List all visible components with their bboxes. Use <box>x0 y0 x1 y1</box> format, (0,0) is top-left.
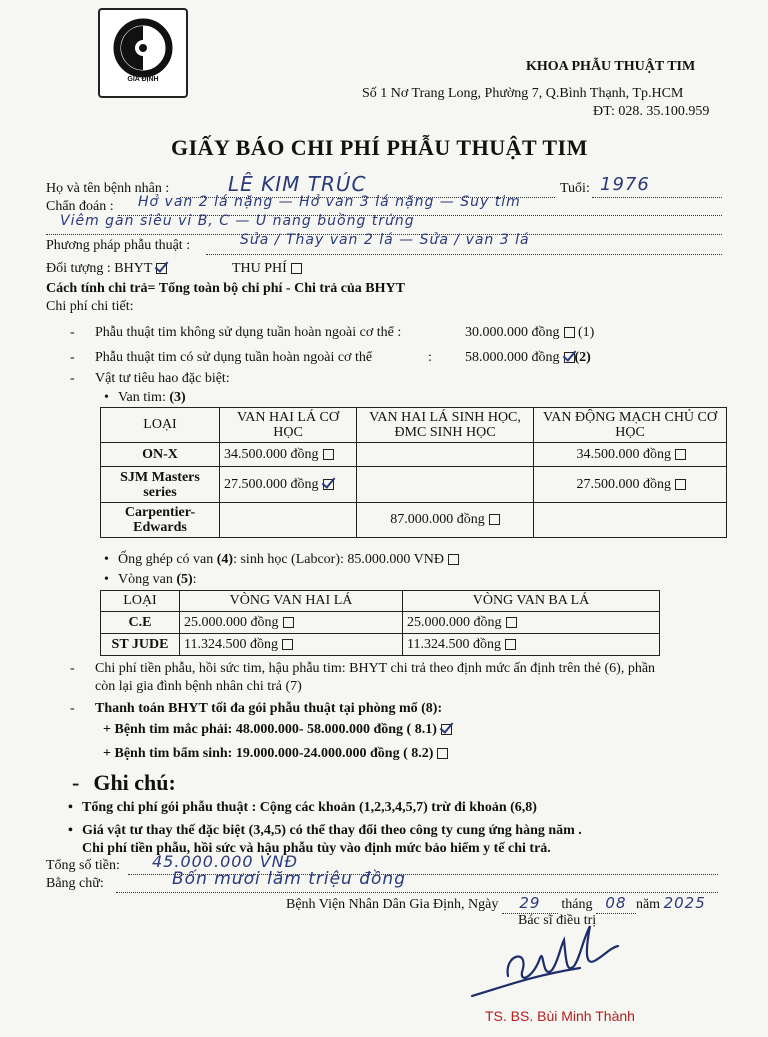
item1-label: Phẫu thuật tim không sử dụng tuần hoàn ngoài cơ thể : <box>95 325 402 340</box>
method-value: Sửa / Thay van 2 lá — Sửa / van 3 lá <box>240 232 530 248</box>
ring-cell <box>180 634 403 656</box>
ring-code: (5) <box>176 572 193 587</box>
item2-value: 58.000.000 đồng <box>465 350 560 365</box>
dash-5: - <box>70 701 75 716</box>
notes-heading: Ghi chú: <box>93 770 176 795</box>
item2-label: Phẫu thuật tim có sử dụng tuần hoàn ngoài cơ thể <box>95 350 373 365</box>
valve-checkbox[interactable] <box>489 514 500 525</box>
conduit-code: (4) <box>216 552 234 567</box>
total-label: Tổng số tiền: <box>46 858 120 873</box>
valve-code: (3) <box>169 390 186 405</box>
ring-price: 11.324.500 đồng <box>407 636 501 652</box>
dash-3: - <box>70 371 75 386</box>
conduit-line <box>118 552 459 568</box>
conduit-rest: : sinh học (Labcor): 85.000.000 VNĐ <box>233 552 444 567</box>
date-month: 08 <box>605 894 627 912</box>
thuphi-checkbox[interactable] <box>291 263 302 274</box>
note-1: • Tổng chi phí gói phẫu thuật : Cộng các khoản (1,2,3,4,5,7) trừ đi khoản (6,8) <box>82 800 537 816</box>
page-title: GIẤY BÁO CHI PHÍ PHẪU THUẬT TIM <box>171 135 588 160</box>
valve-checkbox[interactable] <box>675 479 686 490</box>
ring-row-type: ST JUDE <box>101 634 180 656</box>
thuphi-label: THU PHÍ <box>232 261 287 276</box>
date-year: 2025 <box>663 894 706 912</box>
bhyt-checkbox[interactable] <box>156 263 167 274</box>
detail-label: Chi phí chi tiết: <box>46 299 134 314</box>
item1-value-group <box>465 325 594 341</box>
hospital-logo <box>98 8 188 98</box>
object-bhyt <box>46 261 167 277</box>
words-label: Bằng chữ: <box>46 876 104 891</box>
valve-cell <box>357 443 534 467</box>
object-thuphi <box>232 261 302 277</box>
patient-name-value: LÊ KIM TRÚC <box>228 172 367 196</box>
department-name: KHOA PHẪU THUẬT TIM <box>526 59 696 74</box>
signature-icon <box>460 918 640 1008</box>
table-row <box>101 443 727 467</box>
object-label: Đối tượng : BHYT <box>46 261 153 276</box>
valve-header-mech-mitral: VAN HAI LÁ CƠ HỌC <box>220 408 357 443</box>
conduit-text: Ống ghép có van <box>118 552 217 567</box>
preop-line-2: còn lại gia đình bệnh nhân chi trả (7) <box>95 679 302 694</box>
words-value: Bốn mươi lăm triệu đồng <box>172 869 406 889</box>
valve-row-type: SJM Masters series <box>101 467 220 503</box>
ring-price: 25.000.000 đồng <box>407 614 502 630</box>
ring-checkbox[interactable] <box>506 617 517 628</box>
ring-colon: : <box>192 572 197 587</box>
item2-code: (2) <box>574 350 591 365</box>
bhyt-congenital-group <box>103 746 448 762</box>
valve-price: 34.500.000 đồng <box>576 446 671 462</box>
date-day-field <box>502 894 558 914</box>
valve-label-group <box>118 390 186 406</box>
age-value: 1976 <box>600 174 650 195</box>
notes-dash: - <box>72 770 80 795</box>
ring-header-type: LOẠI <box>101 591 180 612</box>
logo-text: GIA ĐỊNH <box>127 76 159 83</box>
ring-header-mitral: VÒNG VAN HAI LÁ <box>180 591 403 612</box>
valve-table <box>100 407 727 538</box>
valve-checkbox[interactable] <box>323 479 334 490</box>
age-label: Tuổi: <box>560 181 590 196</box>
valve-price: 27.500.000 đồng <box>576 476 671 492</box>
table-row <box>101 467 727 503</box>
valve-cell <box>220 503 357 538</box>
valve-cell <box>357 503 534 538</box>
valve-price: 34.500.000 đồng <box>224 446 319 462</box>
doctor-name: TS. BS. Bùi Minh Thành <box>485 1008 635 1024</box>
valve-price: 87.000.000 đồng <box>390 512 485 527</box>
bhyt-congenital: + Bệnh tim bẩm sinh: 19.000.000-24.000.000 đồng ( 8.2) <box>103 746 434 761</box>
patient-name-label: Họ và tên bệnh nhân : <box>46 181 170 196</box>
doctor-label: Bác sĩ điều trị <box>518 913 597 928</box>
bhyt-line: Thanh toán BHYT tối đa gói phẫu thuật tại phòng mổ (8): <box>95 701 443 716</box>
valve-cell <box>357 467 534 503</box>
valve-cell <box>220 443 357 467</box>
ring-cell <box>403 634 660 656</box>
valve-cell <box>534 467 727 503</box>
item3-label: Vật tư tiêu hao đặc biệt: <box>95 371 230 386</box>
valve-row-type: Carpentier-Edwards <box>101 503 220 538</box>
congenital-checkbox[interactable] <box>437 748 448 759</box>
valve-checkbox[interactable] <box>323 449 334 460</box>
calc-method: Cách tính chi trả= Tổng toàn bộ chi phí - Chi trả của BHYT <box>46 281 405 296</box>
ring-checkbox[interactable] <box>282 639 293 650</box>
valve-header-bio: VAN HAI LÁ SINH HỌC, ĐMC SINH HỌC <box>357 408 534 443</box>
valve-label: Van tim: <box>118 390 170 405</box>
ring-price: 25.000.000 đồng <box>184 614 279 630</box>
notes-heading-group <box>72 770 176 796</box>
ring-label: Vòng van <box>118 572 177 587</box>
date-line <box>286 894 706 914</box>
method-label: Phương pháp phẫu thuật : <box>46 238 191 253</box>
table-row <box>101 503 727 538</box>
dash-1: - <box>70 325 75 340</box>
table-row <box>101 612 660 634</box>
total-value: 45.000.000 VNĐ <box>152 852 299 871</box>
item2-checkbox[interactable] <box>564 352 575 363</box>
valve-price: 27.500.000 đồng <box>224 476 319 492</box>
valve-checkbox[interactable] <box>675 449 686 460</box>
hospital-address: Số 1 Nơ Trang Long, Phường 7, Q.Bình Thạnh, Tp.HCM <box>362 86 684 101</box>
diagnosis-value-1: Hở van 2 lá nặng — Hở van 3 lá nặng — Suy tim <box>138 194 521 210</box>
item1-checkbox[interactable] <box>564 327 575 338</box>
date-place: Bệnh Viện Nhân Dân Gia Định, Ngày <box>286 897 499 912</box>
bhyt-acquired-group <box>103 722 452 738</box>
hospital-phone: ĐT: 028. 35.100.959 <box>593 104 710 119</box>
valve-cell <box>534 503 727 538</box>
bhyt-acquired: + Bệnh tim mắc phải: 48.000.000- 58.000.000 đồng ( 8.1) <box>103 722 437 737</box>
valve-cell <box>220 467 357 503</box>
ring-checkbox[interactable] <box>283 617 294 628</box>
conduit-checkbox[interactable] <box>448 554 459 565</box>
ring-row-type: C.E <box>101 612 180 634</box>
dash-2: - <box>70 350 75 365</box>
diagnosis-value-2: Viêm gan siêu vi B, C — U nang buồng trứng <box>60 213 415 229</box>
ring-cell <box>403 612 660 634</box>
ring-table <box>100 590 660 656</box>
valve-cell <box>534 443 727 467</box>
item1-value: 30.000.000 đồng <box>465 325 560 340</box>
date-month-field <box>596 894 636 914</box>
acquired-checkbox[interactable] <box>441 724 452 735</box>
ring-cell <box>180 612 403 634</box>
item2-value-group <box>465 350 591 366</box>
ring-price: 11.324.500 đồng <box>184 636 278 652</box>
ring-label-group <box>118 572 197 588</box>
valve-header-mech-aortic: VAN ĐỘNG MẠCH CHỦ CƠ HỌC <box>534 408 727 443</box>
item2-colon: : <box>428 350 432 365</box>
note-3: Chi phí tiền phẫu, hồi sức và hậu phẫu tùy vào định mức bảo hiểm y tế chi trả. <box>82 841 551 856</box>
date-month-label: tháng <box>561 897 593 912</box>
preop-line-1: Chi phí tiền phẫu, hồi sức tim, hậu phẫu tim: BHYT chi trả theo định mức ấn định trên thẻ (6), phần <box>95 661 656 676</box>
note-2: • Giá vật tư thay thế đặc biệt (3,4,5) có thể thay đổi theo công ty cung ứng hàng năm . <box>82 823 582 839</box>
diagnosis-label: Chẩn đoán : <box>46 199 114 214</box>
ring-header-tricuspid: VÒNG VAN BA LÁ <box>403 591 660 612</box>
item1-code: (1) <box>578 325 595 340</box>
date-day: 29 <box>519 894 541 912</box>
ring-checkbox[interactable] <box>505 639 516 650</box>
dash-4: - <box>70 661 75 676</box>
valve-row-type: ON-X <box>101 443 220 467</box>
table-row <box>101 634 660 656</box>
valve-header-type: LOẠI <box>101 408 220 443</box>
logo-emblem-icon <box>100 10 186 96</box>
date-year-label: năm <box>635 897 661 912</box>
